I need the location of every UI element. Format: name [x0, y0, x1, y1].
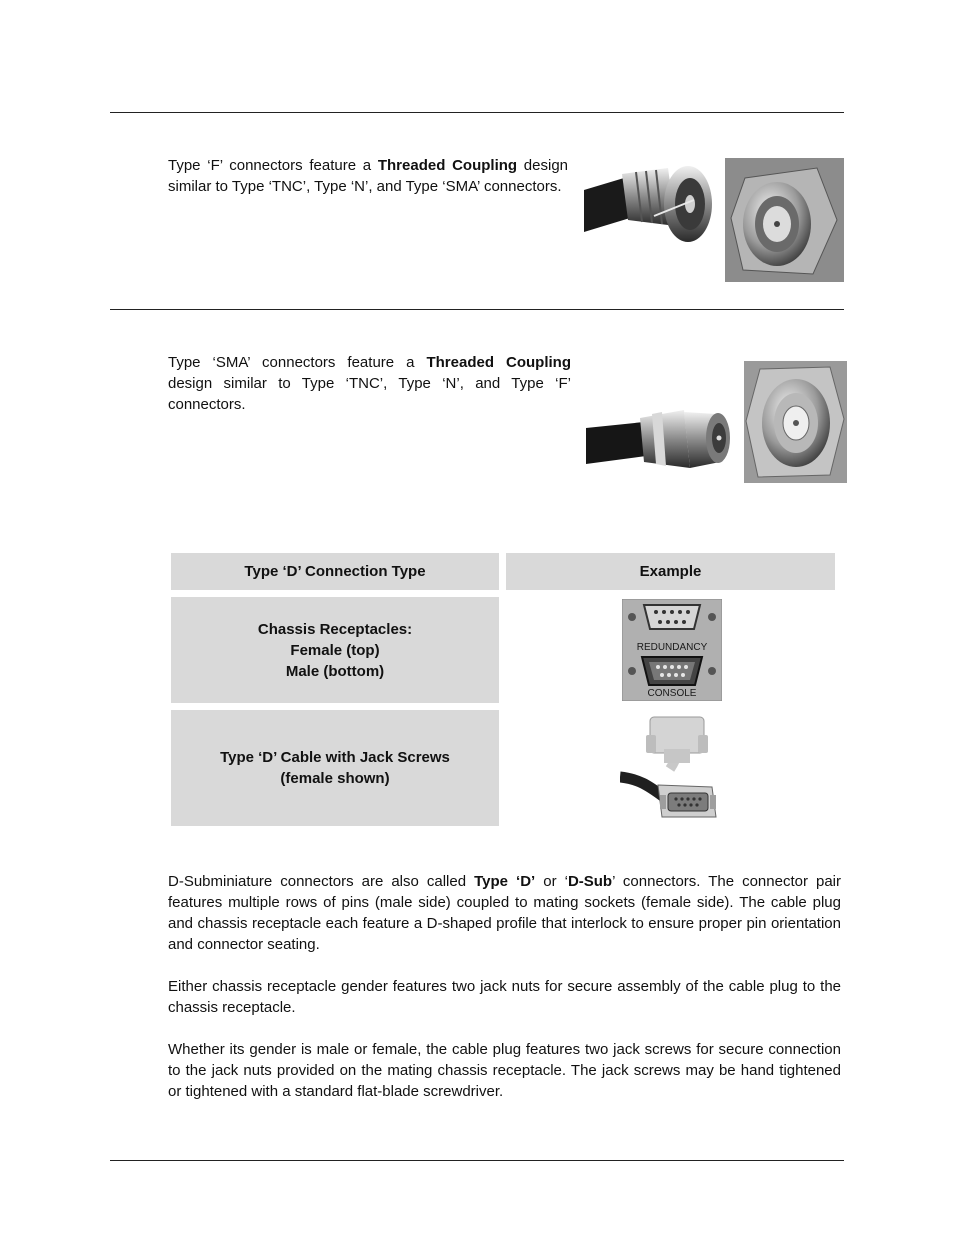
console-label: CONSOLE: [647, 688, 697, 699]
bottom-rule: [110, 1160, 844, 1161]
table-header-example: Example: [506, 553, 835, 590]
type-sma-description: Type ‘SMA’ connectors feature a Threaded Coupling design similar to Type ‘TNC’, Type ‘N’, and Type ‘F’ connectors.: [168, 354, 571, 413]
table-header-connection-type: Type ‘D’ Connection Type: [171, 553, 499, 590]
type-f-jack-photo: [725, 158, 844, 282]
type-f-description: Type ‘F’ connectors feature a Threaded Coupling design similar to Type ‘TNC’, Type ‘N’, and Type ‘SMA’ connectors.: [168, 157, 569, 195]
jack-nuts-paragraph: Either chassis receptacle gender features two jack nuts for secure assembly of the cable plug to the chassis receptacle.: [168, 978, 841, 1016]
top-rule: [110, 112, 844, 113]
type-sma-jack-photo: [744, 361, 847, 483]
table-row-d-cable: Type ‘D’ Cable with Jack Screws (female shown): [171, 710, 499, 826]
d-sub-description: D-Subminiature connectors are also called Type ‘D’ or ‘D-Sub’ connectors. The connector pair features multiple rows of pins (male side) coupled to mating sockets (female side). The cable plug and chassis receptacle each feature a D-shaped profile that interlock to ensure proper pin orientation and connector seating.: [168, 873, 841, 953]
table-row-chassis-receptacles: Chassis Receptacles: Female (top) Male (bottom): [171, 597, 499, 703]
redundancy-label: REDUNDANCY: [636, 642, 708, 653]
type-f-plug-photo: [584, 160, 716, 260]
section-rule: [110, 309, 844, 310]
d-cable-photo: [620, 713, 724, 825]
chassis-receptacles-photo: [622, 599, 722, 701]
jack-screws-paragraph: Whether its gender is male or female, the cable plug features two jack screws for secure connection to the jack nuts provided on the mating chassis receptacle. The jack screws may be hand tightened or tightened with a standard flat-blade screwdriver.: [168, 1041, 841, 1100]
type-sma-plug-photo: [586, 402, 732, 482]
